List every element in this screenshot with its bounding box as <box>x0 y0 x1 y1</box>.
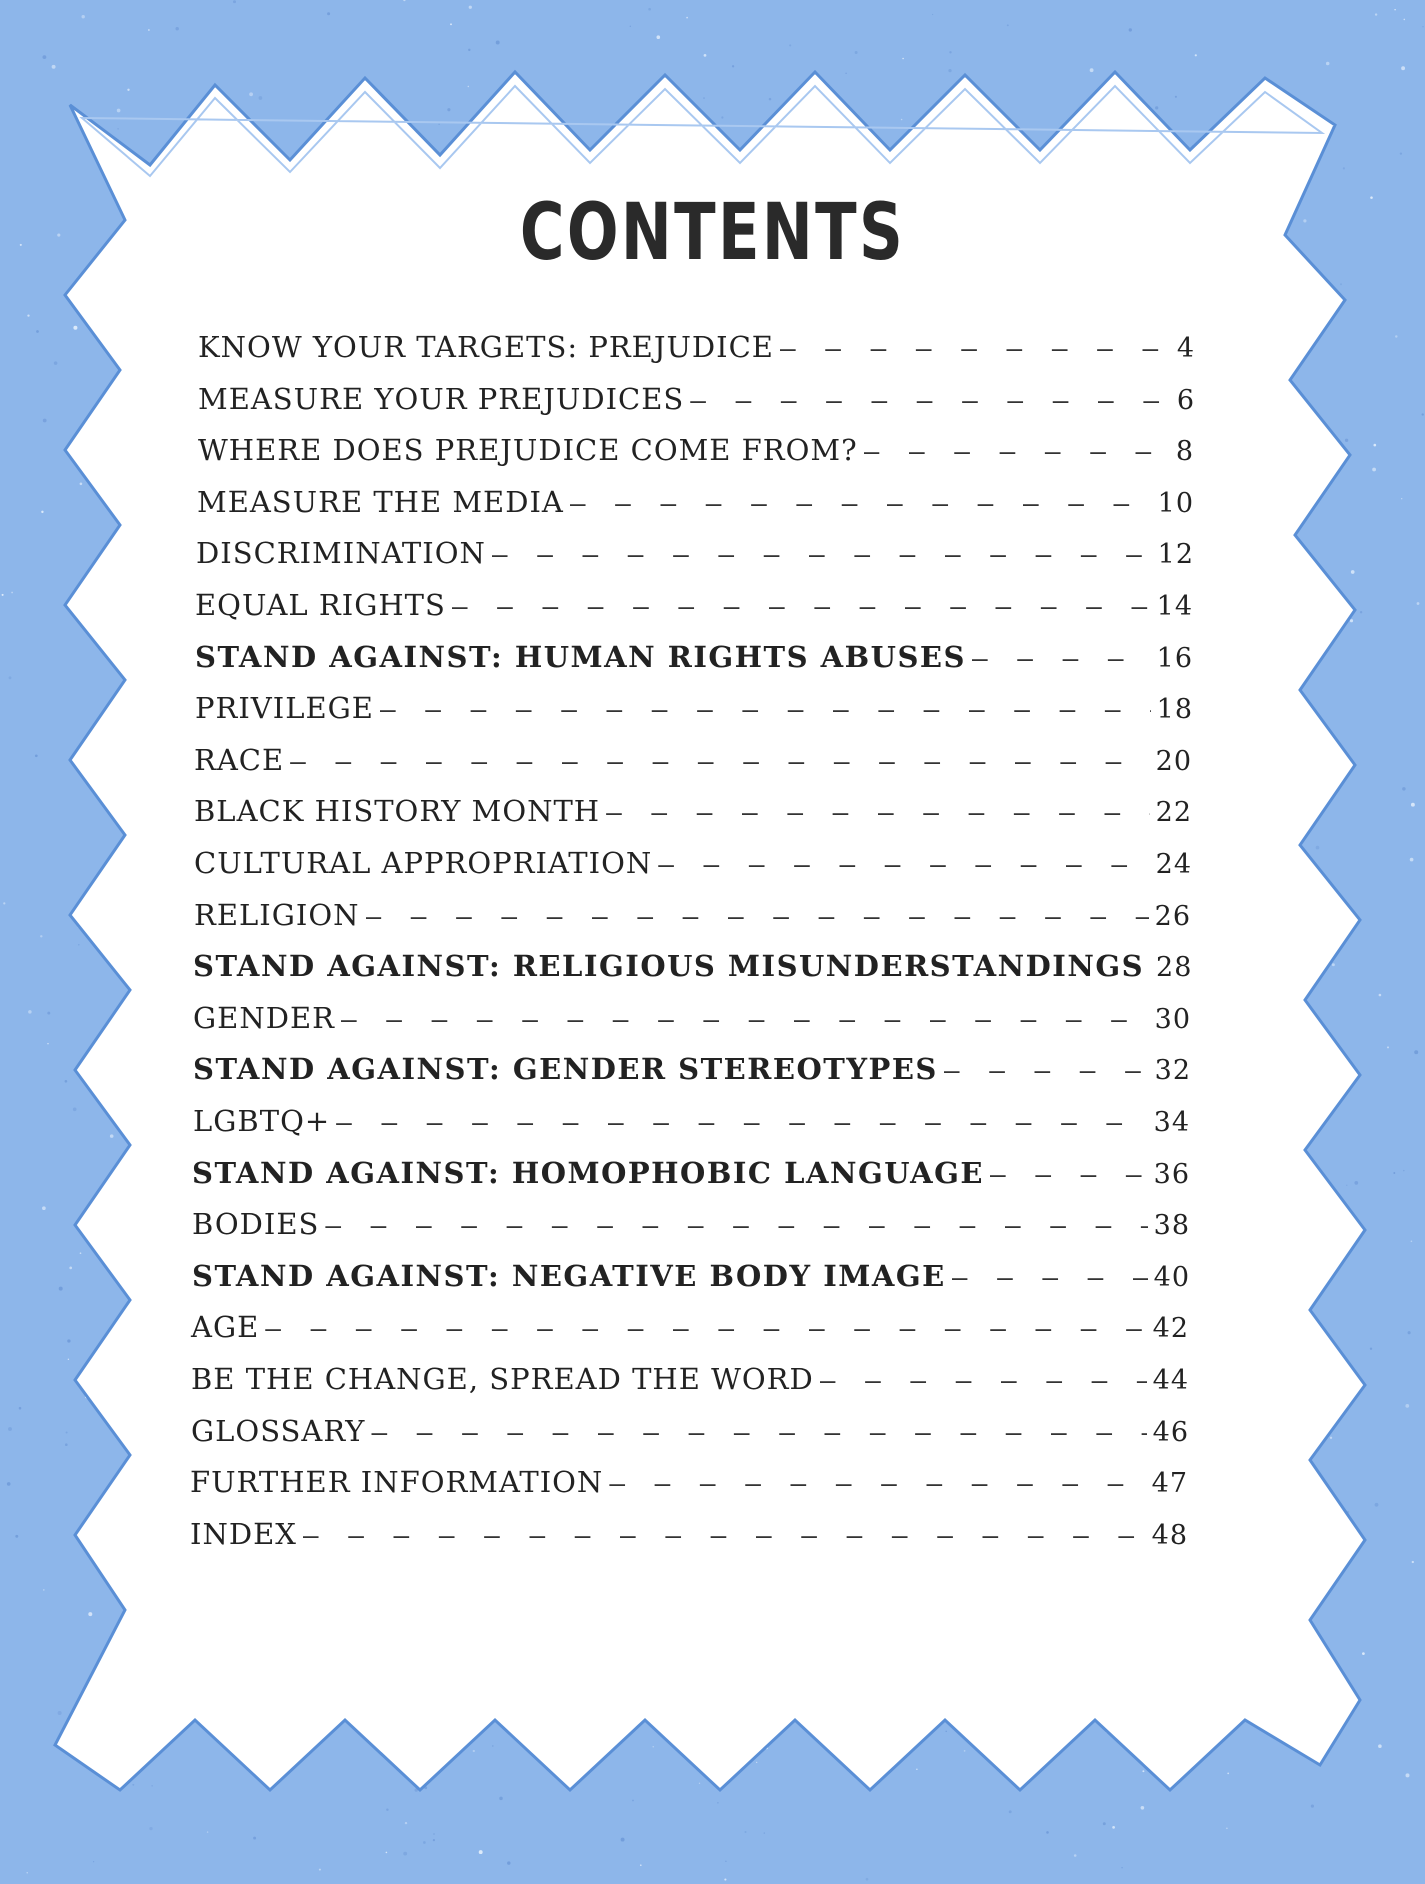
toc-entry <box>197 485 1194 519</box>
toc-entry-title: MEASURE YOUR PREJUDICES <box>198 381 685 416</box>
toc-entry <box>193 1052 1191 1086</box>
dash-leader <box>780 334 1171 364</box>
dash-leader <box>325 1211 1147 1241</box>
dash-leader <box>570 489 1152 519</box>
dash-leader <box>820 1366 1147 1396</box>
toc-entry-page-number: 20 <box>1155 745 1192 777</box>
toc-entry <box>193 1104 1190 1138</box>
toc-entry-title: STAND AGAINST: NEGATIVE BODY IMAGE <box>192 1258 946 1293</box>
toc-entry <box>194 846 1192 880</box>
toc-entry-title: WHERE DOES PREJUDICE COME FROM? <box>198 433 858 468</box>
toc-entry-title: EQUAL RIGHTS <box>195 588 446 622</box>
dash-leader <box>658 850 1149 880</box>
toc-entry <box>198 433 1194 467</box>
toc-entry-title: CULTURAL APPROPRIATION <box>194 846 653 880</box>
toc-entry-title: STAND AGAINST: GENDER STEREOTYPES <box>193 1052 938 1087</box>
dash-leader <box>290 747 1150 777</box>
toc-entry-title: MEASURE THE MEDIA <box>197 484 564 519</box>
toc-entry-page-number: 48 <box>1151 1519 1188 1551</box>
dash-leader <box>336 1108 1147 1138</box>
toc-entry-title: RELIGION <box>194 897 360 932</box>
toc-entry <box>191 1310 1189 1344</box>
toc-entry <box>191 1414 1189 1448</box>
toc-entry-page-number: 14 <box>1156 591 1193 622</box>
toc-entry-title: BODIES <box>192 1207 320 1242</box>
toc-entry-page-number: 26 <box>1154 900 1191 932</box>
toc-entry <box>194 898 1191 932</box>
dash-leader <box>972 644 1151 674</box>
toc-entry <box>195 691 1193 725</box>
dash-leader <box>952 1263 1148 1293</box>
toc-entry-title: KNOW YOUR TARGETS: PREJUDICE <box>198 330 774 364</box>
toc-entry-page-number: 6 <box>1176 384 1195 416</box>
dash-leader <box>371 1418 1146 1448</box>
toc-entry-title: PRIVILEGE <box>195 691 374 726</box>
toc-entry-page-number: 10 <box>1157 487 1194 519</box>
toc-entry-title: GENDER <box>193 1000 335 1035</box>
toc-entry <box>195 640 1193 674</box>
dash-leader <box>609 1469 1145 1499</box>
dash-leader <box>492 540 1152 570</box>
toc-entry-page-number: 46 <box>1152 1416 1189 1448</box>
dash-leader <box>944 1056 1149 1086</box>
toc-entry-title: GLOSSARY <box>191 1413 366 1448</box>
toc-entry-title: STAND AGAINST: HOMOPHOBIC LANGUAGE <box>192 1155 985 1190</box>
dash-leader <box>990 1160 1148 1190</box>
toc-entry-page-number: 22 <box>1155 797 1192 829</box>
toc-entry-page-number: 12 <box>1157 539 1194 571</box>
toc-entry-page-number: 47 <box>1151 1468 1188 1500</box>
toc-entry-title: BLACK HISTORY MONTH <box>194 794 601 829</box>
toc-entry <box>192 1259 1190 1293</box>
toc-entry-title: AGE <box>191 1310 260 1345</box>
toc-entry-title: FURTHER INFORMATION <box>190 1465 604 1500</box>
toc-entry-title: STAND AGAINST: HUMAN RIGHTS ABUSES <box>195 639 966 674</box>
toc-entry <box>192 1156 1190 1190</box>
page-title: CONTENTS <box>519 188 906 278</box>
toc-entry-page-number: 30 <box>1154 1003 1191 1035</box>
toc-entry-page-number: 8 <box>1175 436 1194 468</box>
toc-entry <box>191 1362 1189 1396</box>
toc-entry-page-number: 16 <box>1156 642 1193 674</box>
dash-leader <box>690 386 1171 416</box>
toc-entry-page-number: 24 <box>1155 849 1192 880</box>
dash-leader <box>452 592 1151 622</box>
toc-entry-page-number: 40 <box>1153 1261 1190 1293</box>
toc-entry <box>198 330 1195 364</box>
toc-entry <box>195 588 1193 622</box>
dash-leader <box>341 1005 1149 1035</box>
toc-entry-title: INDEX <box>190 1516 297 1551</box>
dash-leader <box>380 695 1151 725</box>
toc-entry-page-number: 32 <box>1154 1055 1191 1087</box>
toc-entry-page-number: 4 <box>1176 333 1195 364</box>
dash-leader <box>265 1314 1146 1344</box>
dash-leader <box>606 798 1150 828</box>
dash-leader <box>366 902 1149 932</box>
toc-entry-title: DISCRIMINATION <box>196 536 486 571</box>
toc-entry-title: LGBTQ+ <box>193 1104 331 1138</box>
toc-entry <box>194 743 1192 777</box>
toc-entry-page-number: 36 <box>1153 1158 1190 1190</box>
toc-entry <box>192 1207 1190 1241</box>
toc-entry <box>190 1465 1188 1499</box>
dash-leader <box>303 1521 1146 1551</box>
toc-entry-title: STAND AGAINST: RELIGIOUS MISUNDERSTANDINGS <box>193 949 1145 984</box>
toc-entry-page-number: 44 <box>1152 1365 1189 1396</box>
toc-entry <box>190 1517 1188 1551</box>
toc-entry <box>196 536 1194 570</box>
toc-entry <box>193 1001 1191 1035</box>
toc-entry-title: BE THE CHANGE, SPREAD THE WORD <box>191 1362 814 1396</box>
toc-entry <box>198 382 1195 416</box>
toc-entry-title: RACE <box>194 742 285 777</box>
toc-entry <box>194 794 1192 828</box>
toc-entry <box>193 949 1191 983</box>
toc-entry-page-number: 34 <box>1153 1107 1190 1138</box>
toc-entry-page-number: 38 <box>1153 1210 1190 1242</box>
toc-entry-page-number: 42 <box>1152 1313 1189 1345</box>
toc-entry-page-number: 18 <box>1156 694 1193 726</box>
dash-leader <box>864 437 1170 467</box>
toc-entry-page-number: 28 <box>1156 952 1193 984</box>
